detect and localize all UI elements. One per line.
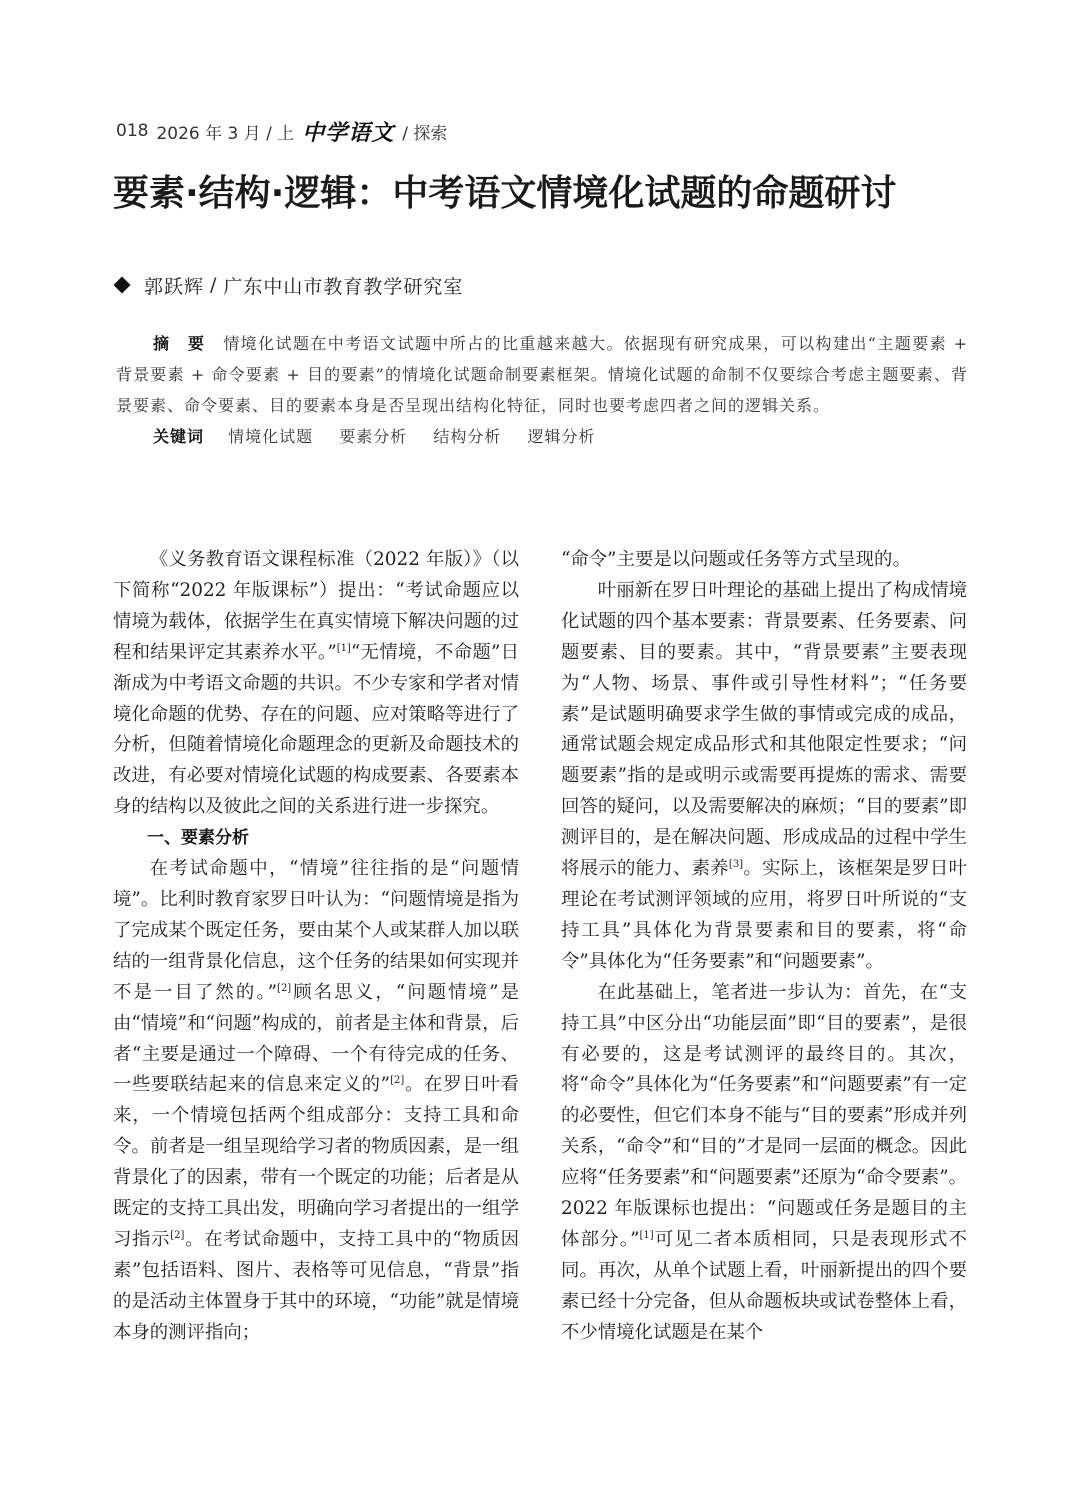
citation: [2] (170, 1229, 185, 1241)
page-number: 018 (116, 121, 149, 141)
body-paragraph (561, 576, 967, 978)
paragraph-text: 可见二者本质相同，只是表现形式不同。再次，从单个试题上看，叶丽新提出的四个要素已经十分完备，但从命题板块或试卷整体上看，不少情境化试题是在某个 (561, 1228, 967, 1343)
paragraph-text: 在此基础上，笔者进一步认为：首先，在“支持工具”中区分出“功能层面”即“目的要素”，是很有必要的，这是考试测评的最终目的。其次，将“命令”具体化为“任务要素”和“问题要素”有一定的必要性，但它们本身不能与“目的要素”形成并列关系，“命令”和“目的”才是同一层面的概念。因此应将“任务要素”和“问题要素”还原为“命令要素”。2022 年版课标也提出：“问题或任务是题目的主体部分。” (561, 981, 967, 1250)
body-paragraph: “命令”主要是以问题或任务等方式呈现的。 (561, 549, 911, 570)
paragraph-text: 。在考试命题中，支持工具中的“物质因素”包括语料、图片、表格等可见信息，“背景”指的是活动主体置身于其中的环境，“功能”就是情境本身的测评指向； (113, 1228, 519, 1343)
article-title: 要素·结构·逻辑：中考语文情境化试题的命题研讨 (113, 173, 897, 214)
abstract-paragraph (116, 328, 968, 421)
journal-logo: 中学语文 (302, 119, 395, 146)
abstract-label: 摘 要 (153, 334, 206, 353)
running-head (116, 116, 447, 146)
section-heading: 一、要素分析 (147, 828, 249, 849)
diamond-icon (114, 277, 131, 294)
keyword: 逻辑分析 (527, 427, 596, 446)
byline (116, 270, 463, 300)
author-affiliation: 广东中山市教育教学研究室 (223, 275, 464, 298)
body-paragraph (113, 854, 519, 1349)
issue-date: 2026 年 3 月 / 上 (156, 123, 295, 144)
citation: [2] (277, 982, 292, 994)
body-column-left (113, 545, 519, 1349)
body-paragraph (113, 545, 519, 823)
citation: [1] (639, 1229, 654, 1241)
citation: [2] (390, 1075, 405, 1087)
citation: [3] (728, 859, 744, 871)
paragraph-text: 叶丽新在罗日叶理论的基础上提出了构成情境化试题的四个基本要素：背景要素、任务要素、问题要素、目的要素。其中，“背景要素”主要表现为“人物、场景、事件或引导性材料”；“任务要素”是试题明确要求学生做的事情或完成的成品，通常试题会规定成品形式和其他限定性要求；“问题要素”指的是或明示或需要再提炼的需求、需要回答的疑问，以及需要解决的麻烦；“目的要素”即测评目的，是在解决问题、形成成品的过程中学生将展示的能力、素养 (561, 579, 967, 880)
keyword: 要素分析 (339, 427, 408, 446)
paragraph-text: 。实际上，该框架是罗日叶理论在考试测评领域的应用，将罗日叶所说的“支持工具”具体化为背景要素和目的要素，将“命令”具体化为“任务要素”和“问题要素”。 (561, 858, 967, 972)
byline-separator: / (210, 274, 218, 296)
paragraph-text: “无情境，不命题”日渐成为中考语文命题的共识。不少专家和学者对情境化命题的优势、存在的问题、应对策略等进行了分析，但随着情境化命题理念的更新及命题技术的改进，有必要对情境化试题的构成要素、各要素本身的结构以及彼此之间的关系进行进一步探究。 (113, 641, 519, 818)
paragraph-text: 《义务教育语文课程标准（2022 年版）》（以下简称“2022 年版课标”）提出：“考试命题应以情境为载体，依据学生在真实情境下解决问题的过程和结果评定其素养水平。” (113, 549, 519, 663)
abstract-text: 情境化试题在中考语文试题中所占的比重越来越大。依据现有研究成果，可以构建出“主题要素 + 背景要素 + 命令要素 + 目的要素”的情境化试题命制要素框架。情境化试题的命制不仅要综合考虑主题要素、背景要素、命令要素、目的要素本身是否呈现出结构化特征，同时也要考虑四者之间的逻辑关系。 (116, 334, 968, 415)
keyword: 结构分析 (433, 427, 502, 446)
paragraph-text: 。在罗日叶看来，一个情境包括两个组成部分：支持工具和命令。前者是一组呈现给学习者的物质因素，是一组背景化了的因素，带有一个既定的功能；后者是从既定的支持工具出发，明确向学习者提出的一组学习指示 (113, 1074, 519, 1250)
keywords (116, 421, 968, 452)
citation: [1] (336, 642, 351, 654)
body-column-right (561, 545, 967, 1349)
section-name: / 探索 (402, 123, 448, 144)
body-paragraph (561, 978, 967, 1349)
keywords-label: 关键词 (153, 427, 205, 446)
paragraph-text: 顾名思义，“问题情境”是由“情境”和“问题”构成的，前者是主体和背景，后者“主要是通过一个障碍、一个有待完成的任务、一些要联结起来的信息来定义的” (113, 981, 519, 1096)
paragraph-text: 在考试命题中，“情境”往往指的是“问题情境”。比利时教育家罗日叶认为：“问题情境是指为了完成某个既定任务，要由某个人或某群人加以联结的一组背景化信息，这个任务的结果如何实现并不是一目了然的。” (113, 858, 519, 1003)
abstract (116, 328, 968, 452)
keyword: 情境化试题 (228, 427, 314, 446)
author-name: 郭跃辉 (144, 275, 205, 298)
